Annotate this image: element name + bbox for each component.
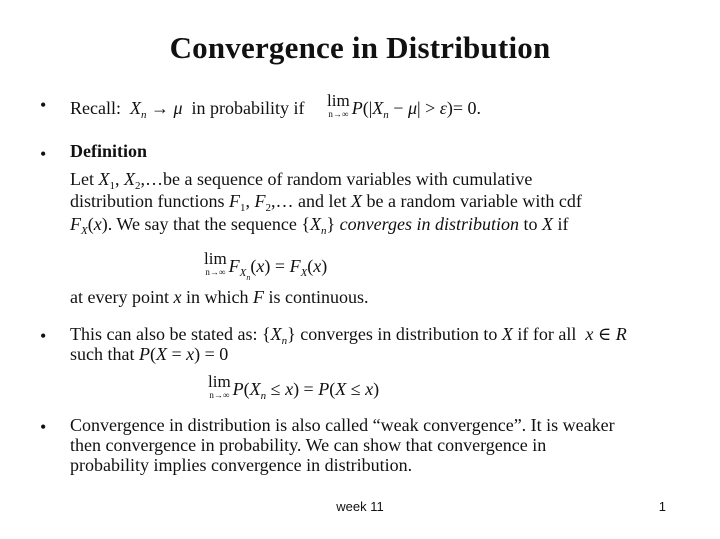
also-stated-line-1: This can also be stated as: $\{X_n\}$ converges in distribution to X if for all x ∈ R xyxy=(70,324,627,347)
also-l1-c: if for all xyxy=(512,324,577,344)
bullet-recall: • xyxy=(40,95,47,115)
def-l2-b: and let xyxy=(298,191,351,211)
definition-formula: lim n→∞ $F_{X_n}(x) = F_X(x)$ xyxy=(204,249,328,282)
slide-title: Convergence in Distribution xyxy=(169,30,551,65)
footer-page-number: 1 xyxy=(658,499,666,514)
recall-condition-tail: = 0. xyxy=(452,98,482,118)
def-l3-em: converges in distribution xyxy=(339,214,519,234)
recall-line: Recall: $X_n \to \mu$ in probability if lim n→∞ $P(|X_n - \mu| > \varepsilon)= 0$. xyxy=(70,91,482,121)
definition-line-3: $F_X(x)$. We say that the sequence $\{X_n\}$ converges in distribution to X if xyxy=(70,214,569,237)
weak-line-1: Convergence in distribution is also called “weak convergence”. It is weaker xyxy=(70,415,615,435)
also-stated-formula: lim n→∞ $P(X_n \le x) = P(X \le x)$ xyxy=(208,372,380,402)
bullet-weak: • xyxy=(40,417,47,437)
def-after-a: at every point xyxy=(70,287,174,307)
def-l2-a: distribution functions xyxy=(70,191,229,211)
weak-line-2: then convergence in probability. We can show that convergence in xyxy=(70,435,547,455)
bullet-definition: • xyxy=(40,144,47,164)
bullet-also-stated: • xyxy=(40,326,47,346)
def-l1-b: be a sequence of random variables with cumulative xyxy=(163,169,533,189)
def-l3-c: if xyxy=(553,214,569,234)
also-l1-a: This can also be stated as: xyxy=(70,324,262,344)
def-l1-a: Let xyxy=(70,169,99,189)
recall-text: in probability if xyxy=(191,98,305,118)
def-after-c: is continuous. xyxy=(263,287,369,307)
weak-line-3: probability implies convergence in distribution. xyxy=(70,455,413,475)
also-l1-b: converges in distribution to xyxy=(295,324,502,344)
definition-heading: Definition xyxy=(70,141,148,161)
also-l2: such that xyxy=(70,344,139,364)
def-l2-c: be a random variable with cdf xyxy=(366,191,582,211)
also-stated-line-2: such that P(X = x) = 0 xyxy=(70,344,229,364)
def-l3-b: to xyxy=(519,214,543,234)
lim-symbol: lim n→∞ xyxy=(327,91,350,119)
definition-after: at every point x in which F is continuous. xyxy=(70,287,369,307)
recall-label: Recall: xyxy=(70,98,121,118)
def-l3-a: . We say that the sequence xyxy=(107,214,302,234)
footer-week: week 11 xyxy=(336,499,384,514)
definition-line-1: Let $X_1$, $X_2,\dots be$ a sequence of random variables with cumulative xyxy=(70,169,533,192)
definition-line-2: distribution functions $F_1$, $F_2,\dots$ and let X be a random variable with cdf xyxy=(70,191,582,214)
def-after-b: in which xyxy=(181,287,253,307)
